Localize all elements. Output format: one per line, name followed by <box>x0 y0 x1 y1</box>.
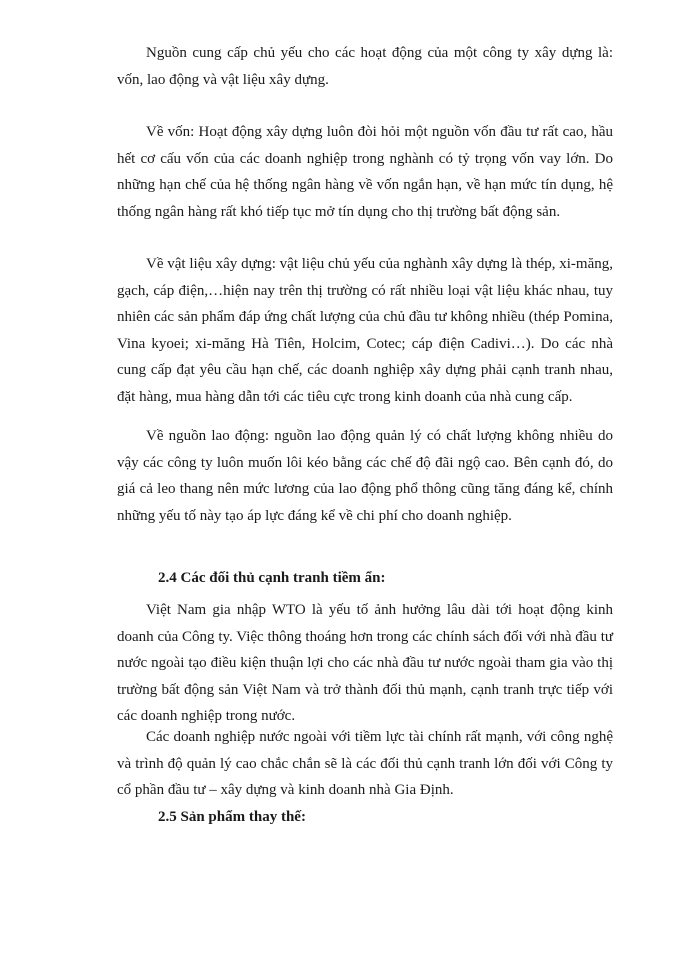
section-heading-2-4: 2.4 Các đối thủ cạnh tranh tiềm ẩn: <box>158 570 386 586</box>
section-heading-2-5: 2.5 Sản phẩm thay thế: <box>158 809 306 825</box>
paragraph-materials: Về vật liệu xây dựng: vật liệu chủ yếu của nghành xây dựng là thép, xi-măng, gạch, cáp điện,…hiện nay trên thị trường có rất nhiều loại vật liệu khác nhau, tuy nhiên các sản phẩm đáp ứng chất lượng của chủ đầu tư không nhiều (thép Pomina, Vina kyoei; xi-măng Hà Tiên, Holcim, Cotec; cáp điện Cadivi…). Do các nhà cung cấp đạt yêu cầu hạn chế, các doanh nghiệp xây dựng phải cạnh tranh nhau, đặt hàng, mua hàng dẫn tới các tiêu cực trong kinh doanh của nhà cung cấp. <box>117 256 613 405</box>
paragraph-capital: Về vốn: Hoạt động xây dựng luôn đòi hỏi một nguồn vốn đầu tư rất cao, hầu hết cơ cấu vốn của các doanh nghiệp trong nghành có tỷ trọng vốn vay lớn. Do những hạn chế của hệ thống ngân hàng về vốn ngắn hạn, về hạn mức tín dụng, hệ thống ngân hàng rất khó tiếp tục mở tín dụng cho thị trường bất động sản. <box>117 124 613 220</box>
paragraph-supply-sources: Nguồn cung cấp chủ yếu cho các hoạt động của một công ty xây dựng là: vốn, lao động và vật liệu xây dựng. <box>117 45 613 88</box>
paragraph-wto: Việt Nam gia nhập WTO là yếu tố ảnh hưởng lâu dài tới hoạt động kinh doanh của Công ty. Việc thông thoáng hơn trong các chính sách đối với nhà đầu tư nước ngoài tạo điều kiện thuận lợi cho các nhà đầu tư nước ngoài tham gia vào thị trường bất động sản Việt Nam và trở thành đối thủ mạnh, cạnh tranh trực tiếp với các doanh nghiệp trong nước. <box>117 602 613 724</box>
paragraph-labor: Về nguồn lao động: nguồn lao động quản lý có chất lượng không nhiều do vậy các công ty luôn muốn lôi kéo bằng các chế độ đãi ngộ cao. Bên cạnh đó, do giá cả leo thang nên mức lương của lao động phổ thông cũng tăng đáng kể, chính những yếu tố này tạo áp lực đáng kể về chi phí cho doanh nghiệp. <box>117 428 613 524</box>
paragraph-foreign-competitors: Các doanh nghiệp nước ngoài với tiềm lực tài chính rất mạnh, với công nghệ và trình độ quản lý cao chắc chắn sẽ là các đối thủ cạnh tranh lớn đối với Công ty cổ phần đầu tư – xây dựng và kinh doanh nhà Gia Định. <box>117 729 613 798</box>
